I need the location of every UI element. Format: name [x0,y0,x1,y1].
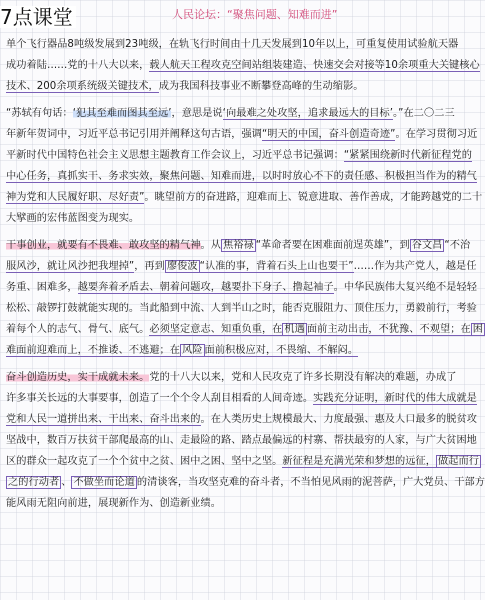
text-run: “不治 [444,240,471,251]
marked-phrase: 神为党和人民履好职、尽好责” [6,192,145,203]
marked-phrase: “认准的事，背着石头上山也要干” [199,261,354,272]
marked-phrase: 奋斗创造历史，实干成就未来。 [6,372,150,383]
marked-phrase: 干事创业，就要有不畏难、敢攻坚的精气神 [6,240,201,251]
marked-phrase: 越要奔着矛盾去、朝着问题攻，越要扑下身子、撸起袖子 [77,282,334,293]
text-run: 的清谈客，当攻坚克难的奋斗者，不当怕见风雨的泥菩萨，广大党员、干部方 [136,477,485,488]
marked-phrase: 载人航天工程攻克空间站组装建造、快速交会对接等10余项重大关键核心 [149,60,480,71]
text-line [6,367,480,388]
text-run: 坚战中，数百万扶贫干部爬最高的山、走最险的路、踏点最偏远的村寨、帮扶最穷的人家，与广大贫困地 [6,435,477,446]
text-run: 区的群众一起攻克了一个个贫中之贫、困中之困、坚中之坚。 [6,456,283,467]
text-line [6,472,485,493]
marked-phrase: 服风沙，就让风沙把我埋掉” [6,261,135,272]
text-line [6,409,480,430]
marked-phrase: 中心任务，真抓实干、务求实效，聚焦问题、知难而进，以时时放心不下的责任感、积极担当作为的精气 [6,171,477,182]
marked-phrase: ‘犯其至难而图其至远’ [72,108,172,119]
text-run: 松松、敲锣打鼓就能实现的。当此船到中流、人到半山之时，能否克服阻力、顶住压力，勇毅前行，考验 [6,303,477,314]
column-tag: 人民论坛：“聚焦问题、知难而进” [172,8,338,21]
boxed-keyword: 之的行动者 [8,477,60,488]
text-line [6,256,480,277]
boxed-keyword: 机遇 [284,324,305,335]
text-run: 。在人类历史上规模最大、力度最强、惠及人口最多的脱贫攻 [200,414,477,425]
text-line [6,124,480,145]
text-run: “苏轼有句话： [6,108,73,119]
marked-phrase: 党和人民一道拼出来、干出来、奋斗出来的 [6,414,201,425]
text-line [6,187,483,208]
text-run: 。眺望前方的奋进路，迎难而上、锐意进取、善作善成，才能跨越党的二十 [144,192,483,203]
text-run: 。”在二〇二三 [393,108,455,119]
boxed-keyword: 困 [472,324,483,335]
text-run: 着每个人的志气、骨气、底气。 [6,324,150,335]
boxed-keyword: 风险 [182,345,203,356]
text-run: 年新年贺词中，习近平总书记引用并阐释这句古语，强调 [6,129,262,140]
marked-phrase: 技术、200余项系统级关键技术， [6,81,159,92]
boxed-keyword: 廖俊波 [166,261,198,272]
text-run: 成功着陆……党的十八大以来， [6,60,150,71]
text-run: 。从 [200,240,221,251]
text-line [6,34,480,55]
text-line [6,103,480,124]
marked-phrase: “明天的中国，奋斗创造奇迹” [261,129,396,140]
text-run: 务重、困难多， [6,282,78,293]
text-run: ，意思是说 [171,108,223,119]
marked-phrase: 面前积极应对，不畏缩、不解闷。 [204,345,359,356]
text-line [6,166,480,187]
document-body [6,34,485,514]
text-run: 。在学习贯彻习近 [395,129,478,140]
text-run: 平新时代中国特色社会主义思想主题教育工作会议上，习近平总书记强调： [6,150,344,161]
text-line [6,208,480,229]
marked-phrase: ‘向最难之处攻坚，追求最远大的目标’ [222,108,394,119]
text-line [6,145,480,166]
text-run: 大擘画的宏伟蓝图变为现实。 [6,213,140,224]
overlay-title: 7点课堂 [0,6,76,28]
boxed-keyword: 谷文昌 [411,240,443,251]
text-line [6,493,480,514]
text-run: ……作为共产党人，越是任 [353,261,477,272]
text-line [6,430,480,451]
marked-phrase: 实践充分证明，新时代的伟大成就是 [313,393,477,404]
text-run: ，再到 [134,261,165,272]
text-run: 。中华民族伟大复兴绝不是轻轻 [333,282,477,293]
text-line [6,277,480,298]
text-line [6,55,480,76]
text-line [6,298,480,319]
boxed-keyword: 做起而行 [437,456,479,467]
text-run: 许多事关长远的大事要事，创造了一个个令人刮目相看的人间奇迹。 [6,393,314,404]
text-run: 成为我国科技事业不断攀登高峰的生动缩影。 [158,81,364,92]
marked-phrase: 面前主动出击，不犹豫、不观望；在 [306,324,471,335]
text-run: 、 [61,477,72,488]
marked-phrase: 难面前迎难而上，不推诿、不逃避；在 [6,345,181,356]
marked-phrase: “紧紧围绕新时代新征程党的 [343,150,473,161]
text-line [6,235,480,256]
text-run: “革命者要在困难面前逞英雄”，到 [255,240,410,251]
text-line [6,76,480,97]
boxed-keyword: 不做坐而论道 [73,477,135,488]
text-line [6,319,483,340]
marked-phrase: 新征程是充满光荣和梦想的远征， [282,456,436,467]
text-line [6,451,480,472]
text-line [6,388,480,409]
marked-phrase: 必须坚定意志、知重负重，在 [149,324,283,335]
text-line [6,340,480,361]
text-run: 党的十八大以来，党和人民攻克了许多长期没有解决的难题，办成了 [149,372,457,383]
text-run: 能风雨无阻向前进，展现新作为、创造新业绩。 [6,498,221,509]
boxed-keyword: 焦裕禄 [223,240,254,251]
text-run: 单个飞行器品8吨级发展到23吨级，在轨飞行时间由十几天发展到10年以上，可重复使用试验航天器 [6,39,459,50]
